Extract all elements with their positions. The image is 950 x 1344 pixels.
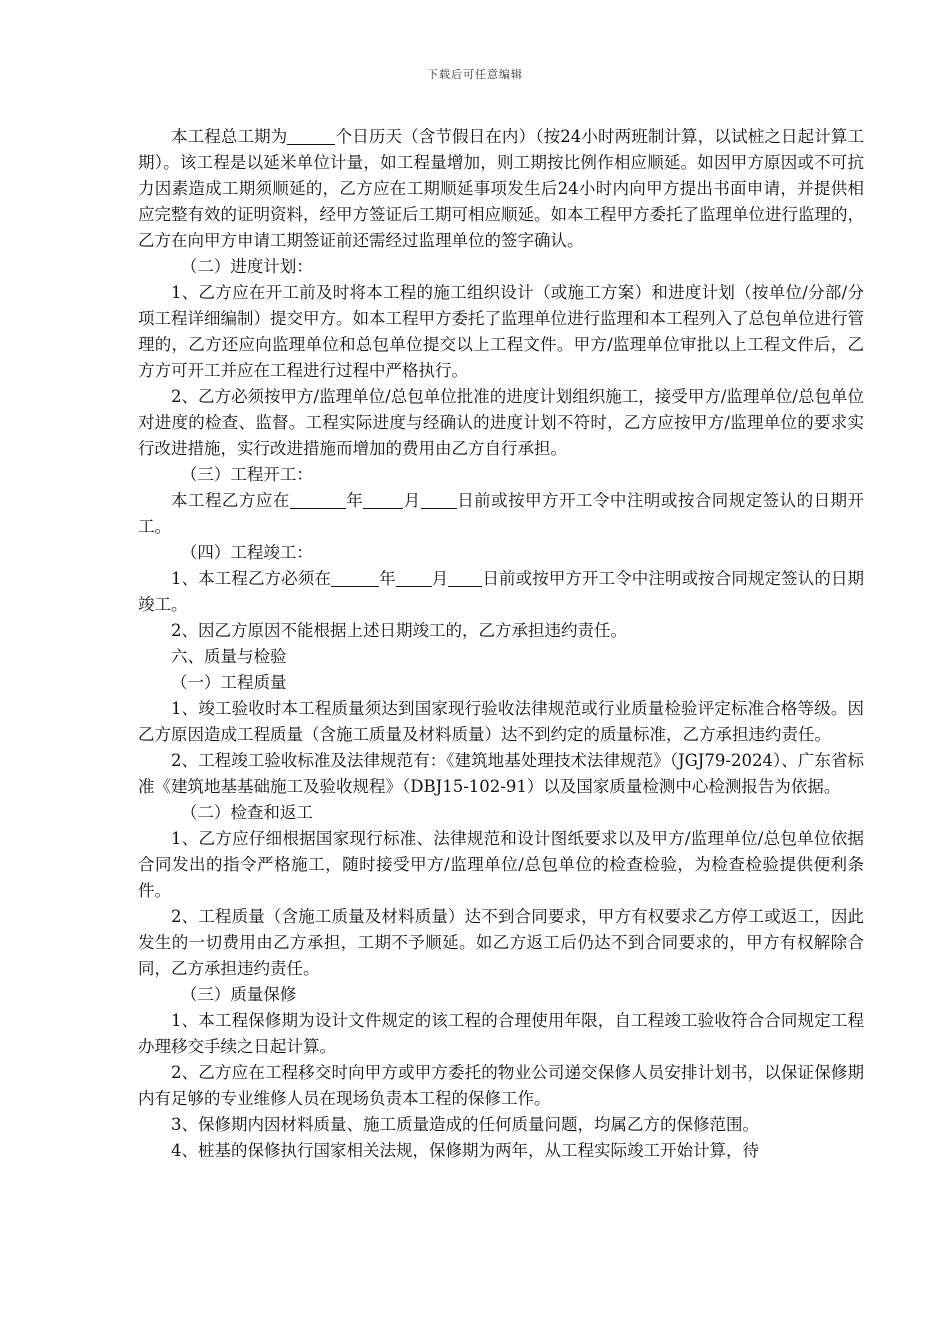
blank-month [363, 492, 403, 509]
paragraph-warranty-3: 3、保修期内因材料质量、施工质量造成的任何质量问题，均属乙方的保修范围。 [171, 1115, 759, 1134]
paragraph-schedule-2: 2、乙方必须按甲方/监理单位/总包单位批准的进度计划组织施工，接受甲方/监理单位/总包单位对进度的检查、监督。工程实际进度与经确认的进度计划不符时，乙方应按甲方/监理单位的要求实行改进措施，实行改进措施而增加的费用由乙方自行承担。 [138, 387, 864, 458]
paragraph-quality-2: 2、工程竣工验收标准及法律规范有：《建筑地基处理技术法律规范》（JGJ79-2024）、广东省标准《建筑地基基础施工及验收规程》（DBJ15-102-91）以及国家质量检测中心检测报告为依据。 [138, 751, 864, 796]
text-span: 个日历天（含节假日在内）（按24小时两班制计算，以试桩之日起计算工期）。该工程是以延米单位计量，如工程量增加，则工期按比例作相应顺延。如因甲方原因或不可抗力因素造成工期须顺延的，乙方应在工期顺延事项发生后24小时内向甲方提出书面申请，并提供相应完整有效的证明资料，经甲方签证后工期可相应顺延。如本工程甲方委托了监理单位进行监理的，乙方在向甲方申请工期签证前还需经过监理单位的签字确认。 [138, 127, 865, 250]
paragraph-completion-2: 2、因乙方原因不能根据上述日期竣工的，乙方承担违约责任。 [171, 621, 627, 640]
blank-days [287, 128, 335, 145]
page-header: 下载后可任意编辑 [427, 68, 523, 81]
text-span: 月 [431, 569, 449, 588]
paragraph-completion-1 [138, 566, 864, 618]
text-span: 年 [345, 491, 364, 510]
heading-quality-inspection: 六、质量与检验 [171, 647, 287, 666]
heading-schedule: （二）进度计划： [180, 257, 313, 276]
text-span: 日前或按甲方开工令中注明或按合同规定签认的日期开工。 [138, 491, 865, 536]
blank-month [396, 570, 432, 587]
text-span: 本工程乙方应在 [171, 491, 290, 510]
heading-quality: （一）工程质量 [171, 673, 287, 692]
text-span: 日前或按甲方开工令中注明或按合同规定签认的日期竣工。 [138, 569, 865, 614]
paragraph-warranty-4: 4、桩基的保修执行国家相关法规，保修期为两年，从工程实际竣工开始计算，待 [171, 1141, 759, 1160]
blank-year [290, 492, 346, 509]
paragraph-warranty-1: 1、本工程保修期为设计文件规定的该工程的合理使用年限，自工程竣工验收符合合同规定工程办理移交手续之日起计算。 [138, 1011, 864, 1056]
text-span: 本工程总工期为 [171, 127, 288, 146]
paragraph-commencement [138, 488, 864, 540]
blank-year [331, 570, 379, 587]
paragraph-inspection-1: 1、乙方应仔细根据国家现行标准、法律规范和设计图纸要求以及甲方/监理单位/总包单位依据合同发出的指令严格施工，随时接受甲方/监理单位/总包单位的检查检验，为检查检验提供便利条件。 [138, 829, 864, 900]
heading-inspection-rework: （二）检查和返工 [180, 803, 313, 822]
heading-completion: （四）工程竣工： [180, 543, 313, 562]
text-span: 1、本工程乙方必须在 [171, 569, 331, 588]
heading-commencement: （三）工程开工： [180, 465, 313, 484]
paragraph-total-duration [138, 124, 864, 254]
blank-day [421, 492, 457, 509]
document-body [138, 124, 864, 1164]
text-span: 月 [403, 491, 421, 510]
paragraph-warranty-2: 2、乙方应在工程移交时向甲方或甲方委托的物业公司递交保修人员安排计划书，以保证保修期内有足够的专业维修人员在现场负责本工程的保修工作。 [138, 1063, 864, 1108]
text-span: 年 [378, 569, 396, 588]
paragraph-inspection-2: 2、工程质量（含施工质量及材料质量）达不到合同要求，甲方有权要求乙方停工或返工，因此发生的一切费用由乙方承担，工期不予顺延。如乙方返工后仍达不到合同要求的，甲方有权解除合同，乙方承担违约责任。 [138, 907, 864, 978]
heading-warranty: （三）质量保修 [180, 985, 297, 1004]
paragraph-quality-1: 1、竣工验收时本工程质量须达到国家现行验收法律规范或行业质量检验评定标准合格等级。因乙方原因造成工程质量（含施工质量及材料质量）达不到约定的质量标准，乙方承担违约责任。 [138, 699, 864, 744]
blank-day [448, 570, 482, 587]
paragraph-schedule-1: 1、乙方应在开工前及时将本工程的施工组织设计（或施工方案）和进度计划（按单位/分部/分项工程详细编制）提交甲方。如本工程甲方委托了监理单位进行监理和本工程列入了总包单位进行管理的，乙方还应向监理单位和总包单位提交以上工程文件。甲方/监理单位审批以上工程文件后，乙方方可开工并应在工程进行过程中严格执行。 [138, 283, 864, 380]
